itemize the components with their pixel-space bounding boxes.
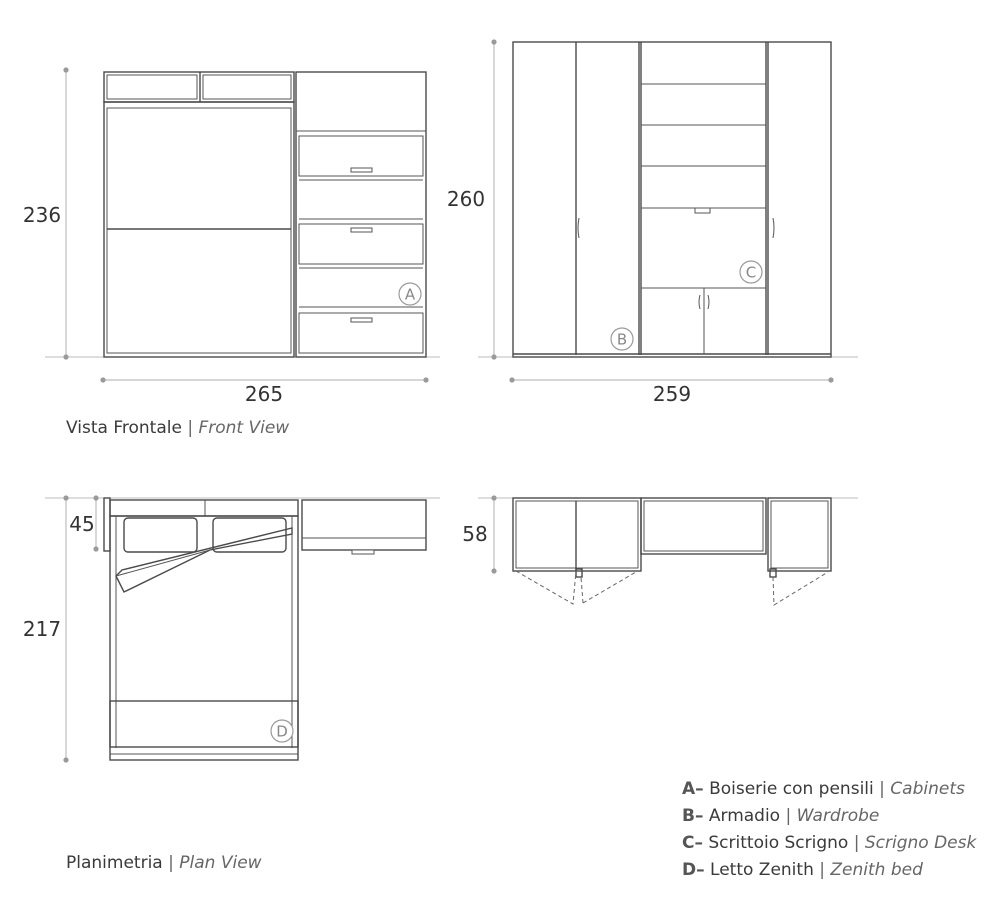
front-right-height-dimension [447,39,497,359]
legend-label-it: Armadio [708,806,781,826]
plan-view-caption-en: Plan View [179,853,262,873]
plan-view-caption-sep: | [168,853,174,873]
legend-label-en: Zenith bed [830,860,923,880]
legend-key: A– [682,779,704,799]
svg-text:236: 236 [22,203,62,227]
plan-view-left-unit [45,498,440,760]
legend-label-en: Cabinets [890,779,965,799]
legend-label-it: Letto Zenith [710,860,814,880]
plan-right-depth-dimension [462,495,496,573]
plan-view-caption [66,853,262,873]
svg-text:45: 45 [69,512,95,536]
legend-sep: | [879,779,885,799]
svg-text:217: 217 [22,617,62,641]
legend-key: C– [682,833,703,853]
tag-d [271,720,293,742]
svg-text:58: 58 [462,522,488,546]
plan-left-top-depth-dimension [69,495,98,551]
legend-label-en: Scrigno Desk [864,833,977,853]
tag-a [399,283,421,305]
legend-label-en: Wardrobe [796,806,880,826]
tag-b [611,328,633,350]
svg-text:260: 260 [446,187,486,211]
front-left-width-dimension [100,377,428,406]
plan-left-depth-dimension [23,495,69,762]
plan-view-caption-it: Planimetria [66,853,163,873]
legend-label-it: Boiserie con pensili [709,779,874,799]
legend-item-a [682,776,976,803]
svg-text:C: C [745,263,757,282]
legend [682,776,976,884]
legend-item-d [682,857,976,884]
legend-key: B– [682,806,704,826]
svg-text:B: B [616,330,628,349]
legend-sep: | [785,806,792,826]
front-view-caption-sep: | [187,418,194,438]
front-right-width-dimension [509,377,833,406]
svg-text:259: 259 [652,382,692,406]
legend-item-c [682,830,976,857]
front-view-caption-en: Front View [198,418,290,438]
legend-label-it: Scrittoio Scrigno [708,833,849,853]
front-view-caption [66,418,289,438]
svg-text:D: D [276,722,288,741]
front-view-right-unit [478,42,858,357]
svg-text:265: 265 [244,382,284,406]
front-view-left-unit [45,72,440,357]
tag-c [740,261,762,283]
svg-text:A: A [404,285,416,304]
legend-key: D– [682,860,705,880]
legend-sep: | [819,860,825,880]
front-left-height-dimension [23,67,69,359]
legend-sep: | [853,833,860,853]
plan-view-right-unit [478,498,858,605]
legend-item-b [682,803,976,830]
front-view-caption-it: Vista Frontale [66,418,182,438]
